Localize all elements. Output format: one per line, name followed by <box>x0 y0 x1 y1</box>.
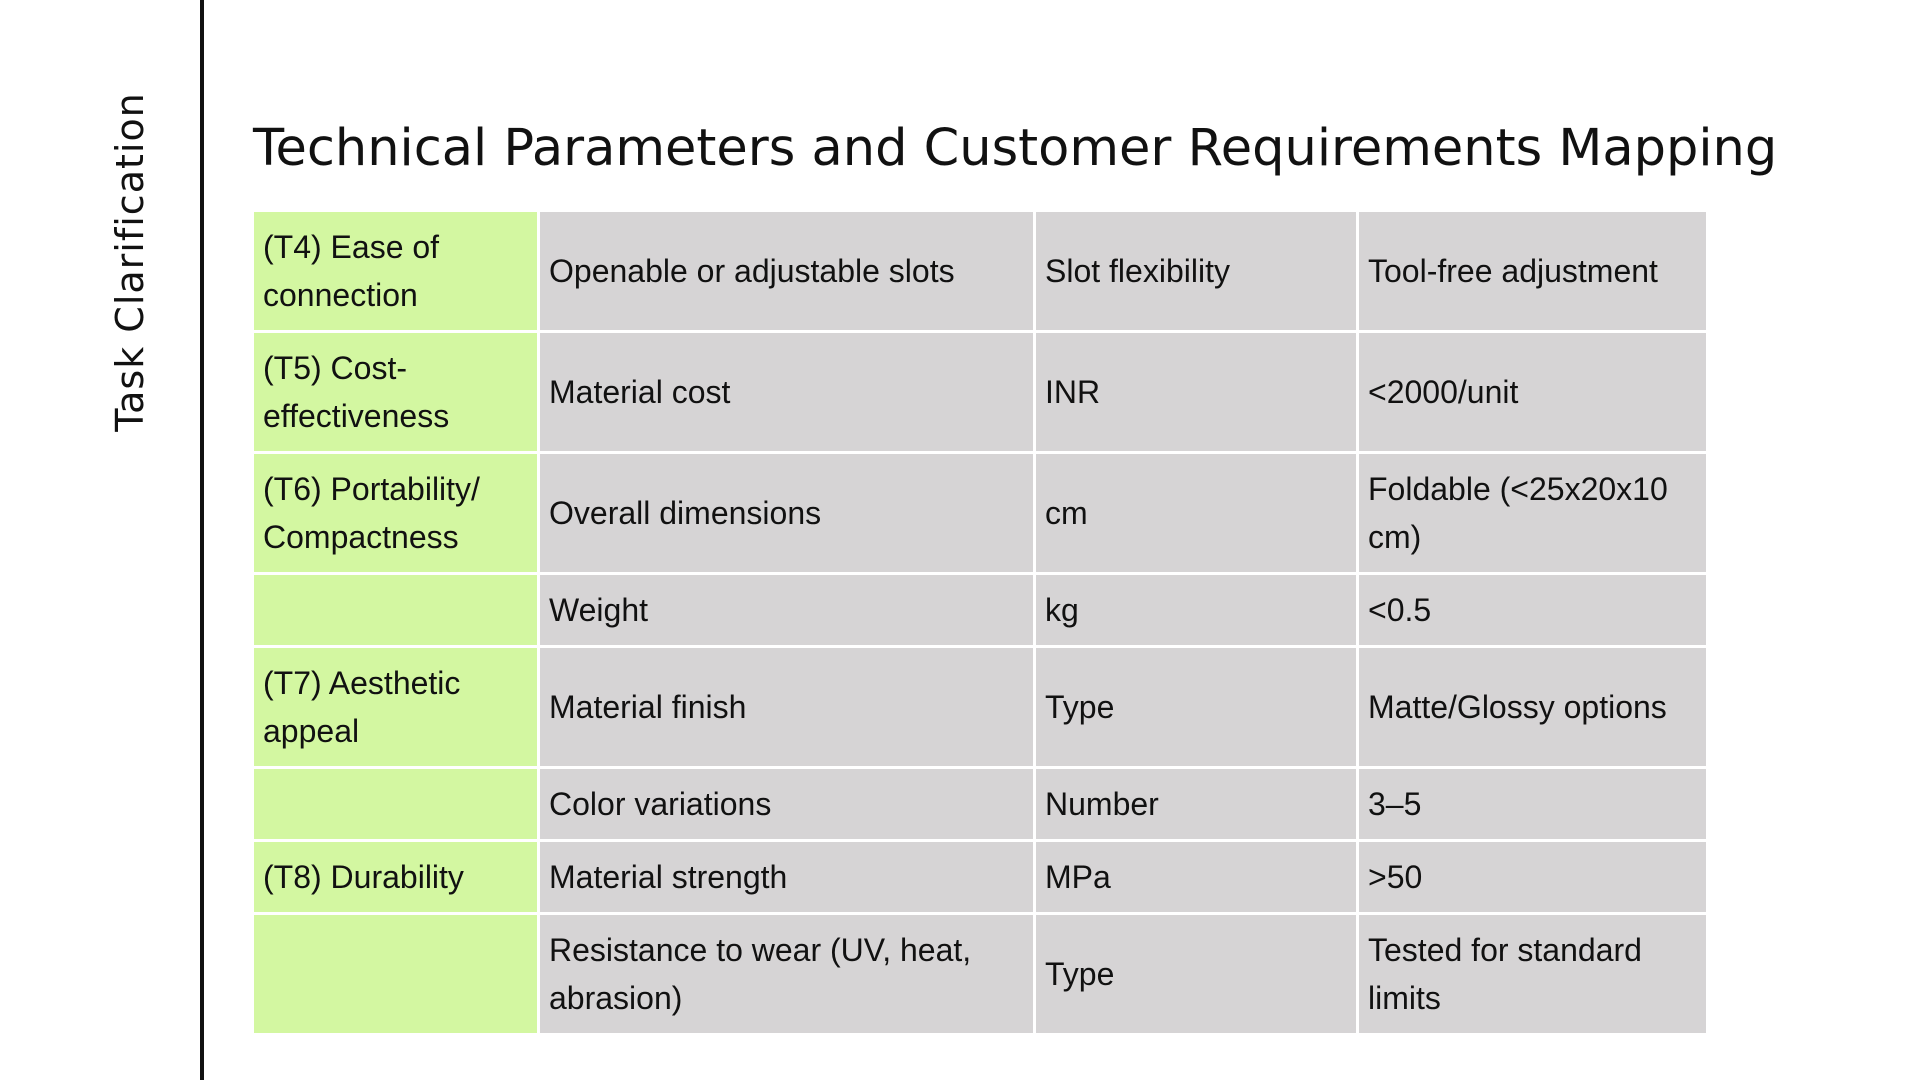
unit-cell: kg <box>1036 575 1356 645</box>
section-label: Task Clarification <box>108 92 152 432</box>
table-row <box>254 575 1706 645</box>
feature-cell: (T4) Ease of connection <box>254 212 537 330</box>
table-row <box>254 769 1706 839</box>
feature-cell: (T6) Portability/ Compactness <box>254 454 537 572</box>
parameter-cell: Openable or adjustable slots <box>540 212 1033 330</box>
page-title: Technical Parameters and Customer Requirements Mapping <box>253 119 1778 178</box>
target-cell: Foldable (<25x20x10 cm) <box>1359 454 1706 572</box>
parameter-cell: Material cost <box>540 333 1033 451</box>
parameters-table <box>251 209 1709 1036</box>
parameter-cell: Material finish <box>540 648 1033 766</box>
target-cell: Matte/Glossy options <box>1359 648 1706 766</box>
parameter-cell: Material strength <box>540 842 1033 912</box>
feature-cell: (T7) Aesthetic appeal <box>254 648 537 766</box>
target-cell: >50 <box>1359 842 1706 912</box>
unit-cell: INR <box>1036 333 1356 451</box>
unit-cell: Number <box>1036 769 1356 839</box>
feature-cell <box>254 575 537 645</box>
target-cell: <0.5 <box>1359 575 1706 645</box>
table-row <box>254 915 1706 1033</box>
feature-cell: (T5) Cost-effectiveness <box>254 333 537 451</box>
unit-cell: Slot flexibility <box>1036 212 1356 330</box>
target-cell: <2000/unit <box>1359 333 1706 451</box>
parameter-cell: Resistance to wear (UV, heat, abrasion) <box>540 915 1033 1033</box>
parameter-cell: Overall dimensions <box>540 454 1033 572</box>
table-row <box>254 212 1706 330</box>
feature-cell: (T8) Durability <box>254 842 537 912</box>
unit-cell: MPa <box>1036 842 1356 912</box>
table-row <box>254 333 1706 451</box>
table-row <box>254 842 1706 912</box>
vertical-divider <box>200 0 204 1080</box>
target-cell: Tested for standard limits <box>1359 915 1706 1033</box>
table-row <box>254 454 1706 572</box>
unit-cell: Type <box>1036 648 1356 766</box>
feature-cell <box>254 915 537 1033</box>
feature-cell <box>254 769 537 839</box>
target-cell: Tool-free adjustment <box>1359 212 1706 330</box>
target-cell: 3–5 <box>1359 769 1706 839</box>
table-row <box>254 648 1706 766</box>
unit-cell: Type <box>1036 915 1356 1033</box>
unit-cell: cm <box>1036 454 1356 572</box>
parameter-cell: Weight <box>540 575 1033 645</box>
parameter-cell: Color variations <box>540 769 1033 839</box>
